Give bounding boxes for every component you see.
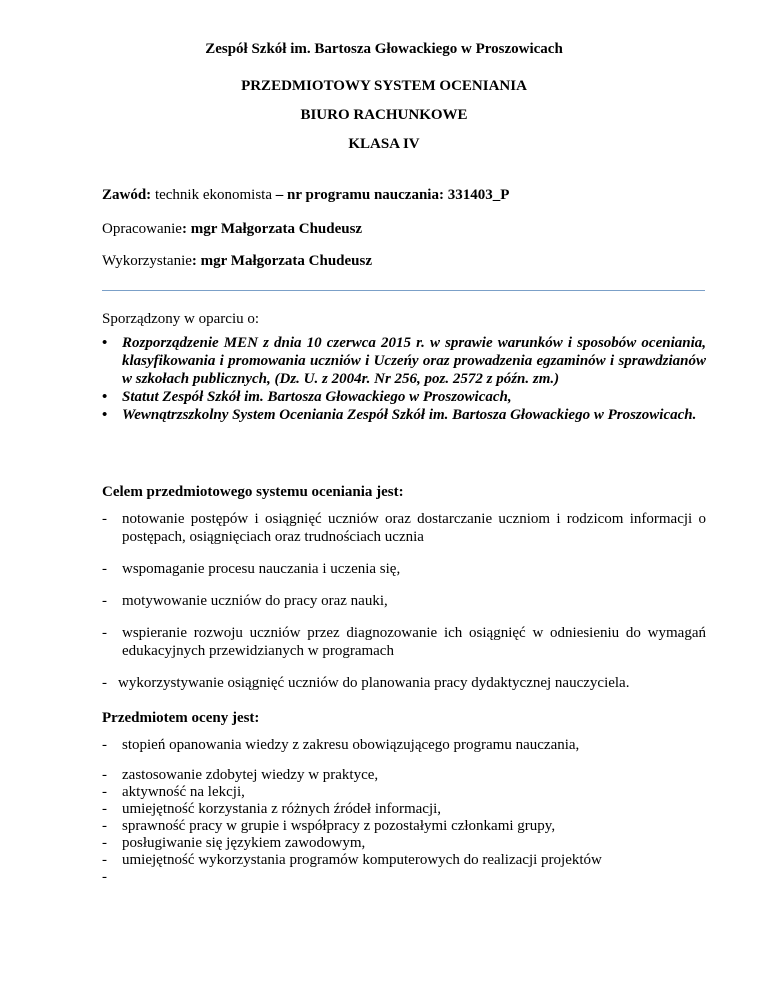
subject-name: BIURO RACHUNKOWE xyxy=(300,107,468,123)
school-name: Zespół Szkół im. Bartosza Głowackiego w Proszowicach xyxy=(205,41,563,57)
based-on-list xyxy=(102,334,706,424)
profession-label: Zawód: xyxy=(102,187,152,203)
assessment-list xyxy=(102,766,706,885)
prepared-by-line xyxy=(102,220,362,238)
assessment-heading: Przedmiotem oceny jest: xyxy=(102,710,260,726)
profession-value: technik ekonomista xyxy=(151,187,276,203)
dash-marker: - xyxy=(102,784,107,800)
list-item: • Statut Zespół Szkół im. Bartosza Głowackiego w Proszowicach, xyxy=(102,389,512,405)
goals-heading: Celem przedmiotowego systemu oceniania jest: xyxy=(102,484,404,500)
list-item: - aktywność na lekcji, xyxy=(102,784,245,800)
list-item: - umiejętność korzystania z różnych źródeł informacji, xyxy=(102,801,442,817)
used-label: Wykorzystanie xyxy=(102,253,192,269)
based-on-intro: Sporządzony w oparciu o: xyxy=(102,311,260,327)
dash-marker: - xyxy=(102,737,107,753)
horizontal-divider xyxy=(102,290,705,291)
dash-marker: - xyxy=(102,801,107,817)
dash-marker: - xyxy=(102,869,107,885)
list-item: - sprawność pracy w grupie i współpracy z pozostałymi członkami grupy, xyxy=(102,818,556,834)
prepared-label: Opracowanie xyxy=(102,221,182,237)
program-number: – nr programu nauczania: 331403_P xyxy=(275,187,510,203)
profession-line xyxy=(102,186,509,204)
list-item: - zastosowanie zdobytej wiedzy w praktyce, xyxy=(102,767,379,783)
dash-marker: - xyxy=(102,561,107,577)
dash-marker: - xyxy=(102,593,107,609)
list-item xyxy=(102,868,706,885)
list-item: • Wewnątrzszkolny System Oceniania Zespół Szkół im. Bartosza Głowackiego w Proszowicach. xyxy=(102,407,697,423)
dash-marker: - xyxy=(102,511,107,527)
bullet-icon: • xyxy=(102,407,108,423)
used-by-line xyxy=(102,252,372,270)
dash-marker: - xyxy=(102,818,107,834)
class-name: KLASA IV xyxy=(348,136,420,152)
dash-marker: - xyxy=(102,625,107,641)
document-page: Zespół Szkół im. Bartosza Głowackiego w Proszowicach PRZEDMIOTOWY SYSTEM OCENIANIA BIURO RACHUNKOWE KLASA IV Zawód: technik ekonomista – nr programu nauczania: 331403_P Opracowanie: mgr Małgorzata Chudeusz Wykorzystanie: mgr Małgorzata Chudeusz Sporządzony w oparciu o: • Rozporządzenie MEN z dnia 10 czerwca 2015 r. w sprawie warunków i sposobów oceniania, klasyfikowania i promowania uczniów i Uczeńy oraz prowadzenia egzaminów i sprawdzianów w szkołach publicznych, (Dz. U. z 2004r. Nr 256, poz. 2572 z późn. zm.) • Statut Zespół Szkół im. Bartosza Głowackiego w Proszowicach, • Wewnątrzszkolny System Oceniania Zespół Szkół im. Bartosza Głowackiego w Proszowicach. Celem przedmiotowego systemu oceniania jest: - notowanie postępów i osiągnięć uczniów oraz dostarczanie uczniom i rodzicom informacji o postępach, osiągnięciach oraz trudnościach ucznia - wspomaganie procesu nauczania i uczenia się, - motywowanie uczniów do pracy oraz nauki, - wspieranie rozwoju uczniów przez diagnozowanie ich osiągnięć w odniesieniu do wymagań edukacyjnych przewidzianych w programach - wykorzystywanie osiągnięć uczniów do planowania pracy dydaktycznej nauczyciela. Przedmiotem oceny jest: - stopień opanowania wiedzy z zakresu obowiązującego programu nauczania, - zastosowanie zdobytej wiedzy w praktyce, - aktywność na lekcji, - umiejętność korzystania z różnych źródeł informacji, - sprawność pracy w grupie i współpracy z pozostałymi członkami grupy, - posługiwanie się językiem zawodowym, - umiejętność wykorzystania programów komputerowych do realizacji projektów - xyxy=(0,0,768,994)
list-item: - umiejętność wykorzystania programów komputerowych do realizacji projektów xyxy=(102,852,602,868)
dash-marker: - xyxy=(102,767,107,783)
dash-marker: - xyxy=(102,675,107,691)
bullet-icon: • xyxy=(102,389,108,405)
list-item: - posługiwanie się językiem zawodowym, xyxy=(102,835,366,851)
prepared-value: : mgr Małgorzata Chudeusz xyxy=(181,221,363,237)
dash-marker: - xyxy=(102,852,107,868)
dash-marker: - xyxy=(102,835,107,851)
document-title: PRZEDMIOTOWY SYSTEM OCENIANIA xyxy=(241,78,527,94)
used-value: : mgr Małgorzata Chudeusz xyxy=(191,253,373,269)
bullet-icon: • xyxy=(102,335,108,351)
list-item: • Rozporządzenie MEN z dnia 10 czerwca 2015 r. w sprawie warunków i sposobów oceniania, klasyfikowania i promowania uczniów i Uczeńy oraz prowadzenia egzaminów i sprawdzianów w szkołach publicznych, (Dz. U. z 2004r. Nr 256, poz. 2572 z późn. zm.) xyxy=(102,335,706,387)
